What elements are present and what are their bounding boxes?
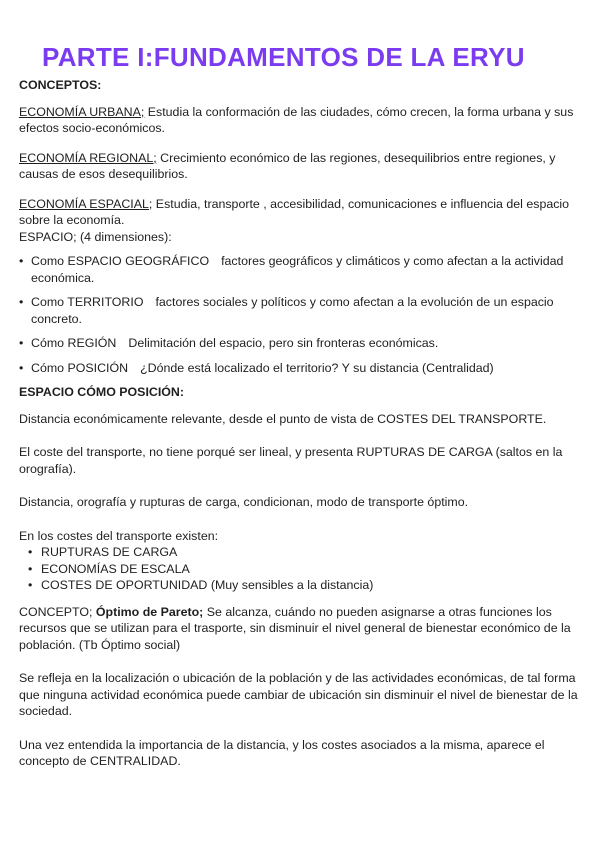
dimension-line bbox=[31, 294, 581, 327]
dimension-item bbox=[19, 253, 581, 286]
dimension-text: factores geográficos y climáticos y como afectan a la actividad económica. bbox=[31, 254, 564, 285]
paragraph: Se refleja en la localización o ubicación de la población y de las actividades económicas, de tal forma que ninguna actividad económica puede cambiar de ubicación sin disminuir el nivel de bienestar de la sociedad. bbox=[19, 671, 578, 718]
definition-text: Estudia, transporte , accesibilidad, comunicaciones e influencia del espacio sobre la economía. bbox=[19, 196, 570, 227]
paragraph: El coste del transporte, no tiene porqué ser lineal, y presenta RUPTURAS DE CARGA (saltos en la orografía). bbox=[19, 445, 563, 476]
list-item: • RUPTURAS DE CARGA bbox=[19, 544, 581, 561]
bullet-icon: • bbox=[19, 360, 24, 375]
dimension-name: Como ESPACIO GEOGRÁFICO bbox=[31, 254, 210, 268]
pareto-prefix: CONCEPTO; bbox=[19, 604, 96, 619]
pareto-text: Se alcanza, cuándo no pueden asignarse a otras funciones los recursos que se utilizan para el trasporte, sin disminuir el nivel general de bienestar económico de la población. (Tb Óptimo social) bbox=[19, 604, 571, 652]
paragraph: Distancia, orografía y rupturas de carga, condicionan, modo de transporte óptimo. bbox=[19, 495, 469, 509]
bullet-icon: • bbox=[19, 336, 24, 350]
dimension-text: factores sociales y políticos y como afectan a la evolución de un espacio concreto. bbox=[31, 295, 554, 326]
bullet-icon: • bbox=[19, 254, 24, 268]
dimension-name: Cómo POSICIÓN bbox=[31, 360, 129, 375]
definition-economia-regional bbox=[19, 150, 581, 183]
posicion-heading: ESPACIO CÓMO POSICIÓN: bbox=[19, 385, 184, 399]
dimension-name: Cómo REGIÓN bbox=[31, 336, 117, 350]
costes-list bbox=[19, 544, 581, 594]
definition-text: Crecimiento económico de las regiones, desequilibrios entre regiones, y causas de esos desequilibrios. bbox=[19, 150, 556, 181]
pareto-term: Óptimo de Pareto; bbox=[95, 604, 204, 619]
bullet-icon: • bbox=[19, 295, 24, 309]
list-item: • ECONOMÍAS DE ESCALA bbox=[19, 561, 581, 578]
document-title: PARTE I:FUNDAMENTOS DE LA ERYU bbox=[42, 42, 525, 72]
dimension-line bbox=[31, 253, 581, 286]
dimension-name: Como TERRITORIO bbox=[31, 295, 144, 309]
dimension-text: ¿Dónde está localizado el territorio? Y su distancia (Centralidad) bbox=[140, 360, 494, 375]
dimension-item bbox=[19, 294, 581, 327]
dimension-item bbox=[19, 360, 581, 377]
list-item: • COSTES DE OPORTUNIDAD (Muy sensibles a la distancia) bbox=[19, 577, 581, 594]
definition-text: Estudia la conformación de las ciudades, cómo crecen, la forma urbana y sus efectos socio-económicos. bbox=[19, 104, 574, 135]
paragraph: En los costes del transporte existen: bbox=[19, 528, 219, 543]
pareto-paragraph bbox=[19, 604, 581, 654]
dimension-text: Delimitación del espacio, pero sin fronteras económicas. bbox=[128, 336, 439, 350]
dimension-line bbox=[31, 335, 438, 352]
paragraph: Distancia económicamente relevante, desde el punto de vista de COSTES DEL TRANSPORTE. bbox=[19, 411, 547, 426]
definition-economia-espacial bbox=[19, 196, 581, 229]
dimension-line bbox=[31, 360, 494, 377]
conceptos-heading: CONCEPTOS: bbox=[19, 78, 102, 92]
paragraph: Una vez entendida la importancia de la distancia, y los costes asociados a la misma, aparece el concepto de CENTRALIDAD. bbox=[19, 737, 545, 768]
definition-term: ECONOMÍA REGIONAL; bbox=[19, 150, 157, 165]
definition-term: ECONOMÍA ESPACIAL; bbox=[19, 196, 153, 211]
definition-economia-urbana bbox=[19, 104, 581, 137]
espacio-intro: ESPACIO; (4 dimensiones): bbox=[19, 229, 172, 244]
definition-term: ECONOMÍA URBANA; bbox=[19, 104, 145, 119]
dimension-item bbox=[19, 335, 581, 352]
document-body bbox=[19, 77, 581, 770]
